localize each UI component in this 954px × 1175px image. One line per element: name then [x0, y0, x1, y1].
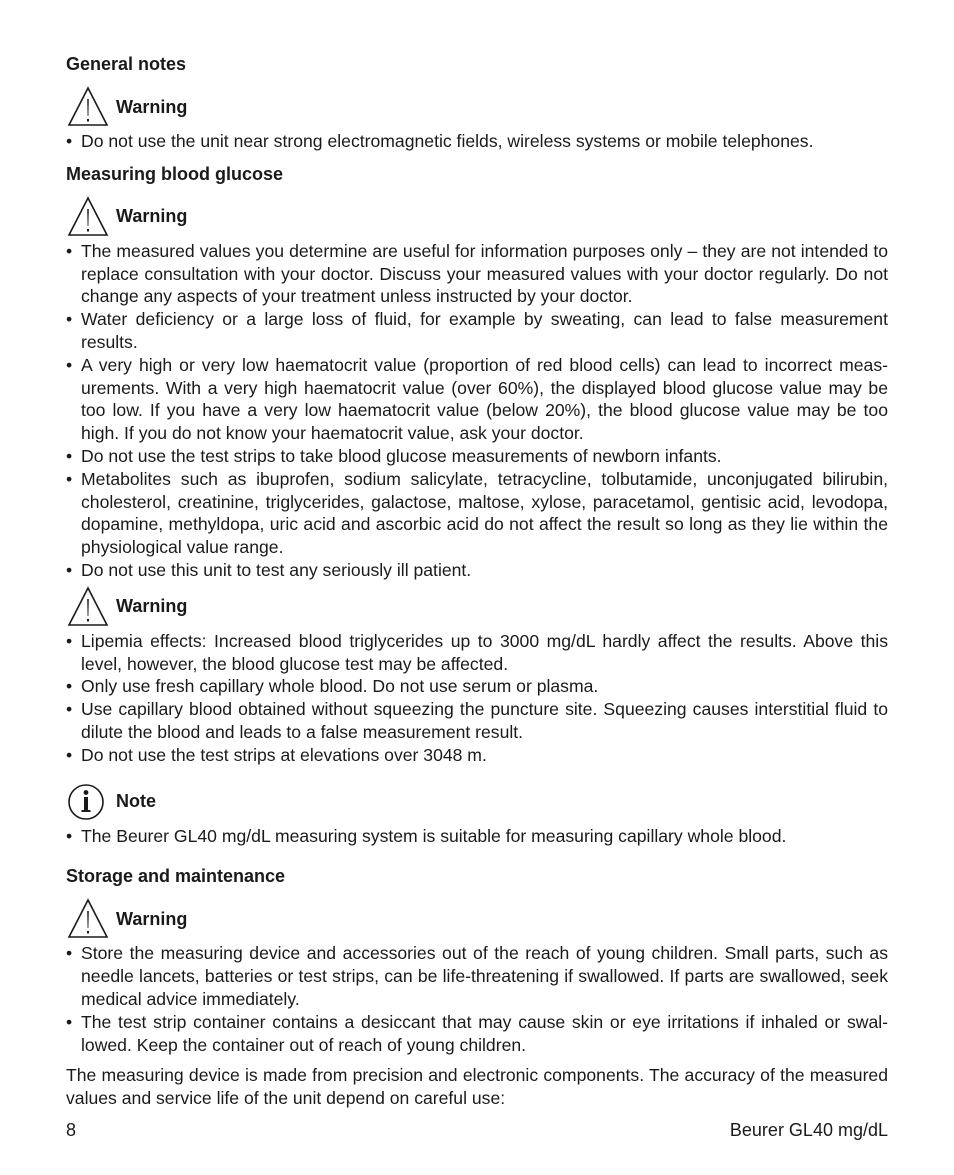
general-warning-list: [66, 130, 888, 153]
warning-callout: [66, 584, 888, 630]
list-item: • Use capillary blood obtained without squeezing the puncture site. Squeezing causes interstitial fluid to dilute the blood and leads to a false measurement result.: [66, 698, 888, 744]
warning-label: Warning: [116, 96, 188, 117]
warning-triangle-icon: [66, 195, 110, 239]
list-item: • Do not use this unit to test any seriously ill patient.: [66, 559, 888, 582]
warning-triangle-icon: [66, 585, 110, 629]
note-label: Note: [116, 791, 156, 812]
warning-label: Warning: [116, 206, 188, 227]
warning-callout: [66, 896, 888, 942]
list-item: • A very high or very low haematocrit value (proportion of red blood cells) can lead to incorrect measurements. With a very high haematocrit value (over 60%), the displayed blood glucose value may be too low. If you have a very low haematocrit value (below 20%), the blood glucose value may be too high. If you do not know your haematocrit value, ask your doctor.: [66, 354, 888, 445]
list-item: • The measured values you determine are useful for information purposes only – they are not intended to replace consultation with your doctor. Discuss your measured values with your doctor regularly. Do not change any aspects of your treatment unless instructed by your doctor.: [66, 240, 888, 308]
list-item: • Water deficiency or a large loss of fluid, for example by sweating, can lead to false measurement results.: [66, 308, 888, 354]
note-list: [66, 825, 888, 848]
storage-heading: Storage and maintenance: [66, 866, 286, 887]
list-item: • Metabolites such as ibuprofen, sodium salicylate, tetracycline, tolbutamide, unconjugated bilirubin, cholesterol, creatinine, triglycerides, galactose, maltose, xylose, paracetamol, gentisic acid, levodopa, dopamine, methyldopa, uric acid and ascorbic acid do not affect the result so long as they lie within the physiological value range.: [66, 468, 888, 559]
lipemia-warning-list: [66, 630, 888, 767]
list-item: • Do not use the test strips at elevations over 3048 m.: [66, 744, 888, 767]
measuring-heading: Measuring blood glucose: [66, 163, 284, 184]
info-icon: [66, 780, 110, 824]
manual-page: [66, 53, 888, 1110]
list-item: • Only use fresh capillary whole blood. Do not use serum or plasma.: [66, 675, 888, 698]
warning-label: Warning: [116, 596, 188, 617]
list-item: • Do not use the unit near strong electromagnetic fields, wireless systems or mobile telephones.: [66, 130, 888, 153]
list-item: • The Beurer GL40 mg/dL measuring system is suitable for measuring capillary whole blood.: [66, 825, 888, 848]
warning-label: Warning: [116, 908, 188, 929]
list-item: • Store the measuring device and accessories out of the reach of young children. Small parts, such as needle lancets, batteries or test strips, can be life-threatening if swallowed. If parts are swallowed, seek medical advice immediately.: [66, 942, 888, 1010]
general-notes-heading: General notes: [66, 54, 187, 74]
note-callout: [66, 779, 888, 825]
warning-triangle-icon: [66, 85, 110, 129]
warning-callout: [66, 194, 888, 240]
list-item: • Do not use the test strips to take blood glucose measurements of newborn infants.: [66, 445, 888, 468]
warning-triangle-icon: [66, 897, 110, 941]
page-footer: [66, 1120, 888, 1141]
list-item: • Lipemia effects: Increased blood triglycerides up to 3000 mg/dL hardly affect the results. Above this level, however, the blood glucose test may be affected.: [66, 630, 888, 676]
measuring-warning-list: [66, 240, 888, 582]
storage-paragraph: The measuring device is made from precision and electronic components. The accuracy of the measured values and service life of the unit depend on careful use:: [66, 1065, 888, 1109]
page-number: 8: [66, 1120, 77, 1140]
list-item: • The test strip container contains a desiccant that may cause skin or eye irritations if inhaled or swallowed. Keep the container out of reach of young children.: [66, 1011, 888, 1057]
warning-callout: [66, 84, 888, 130]
product-name: Beurer GL40 mg/dL: [729, 1120, 888, 1140]
storage-warning-list: [66, 942, 888, 1056]
